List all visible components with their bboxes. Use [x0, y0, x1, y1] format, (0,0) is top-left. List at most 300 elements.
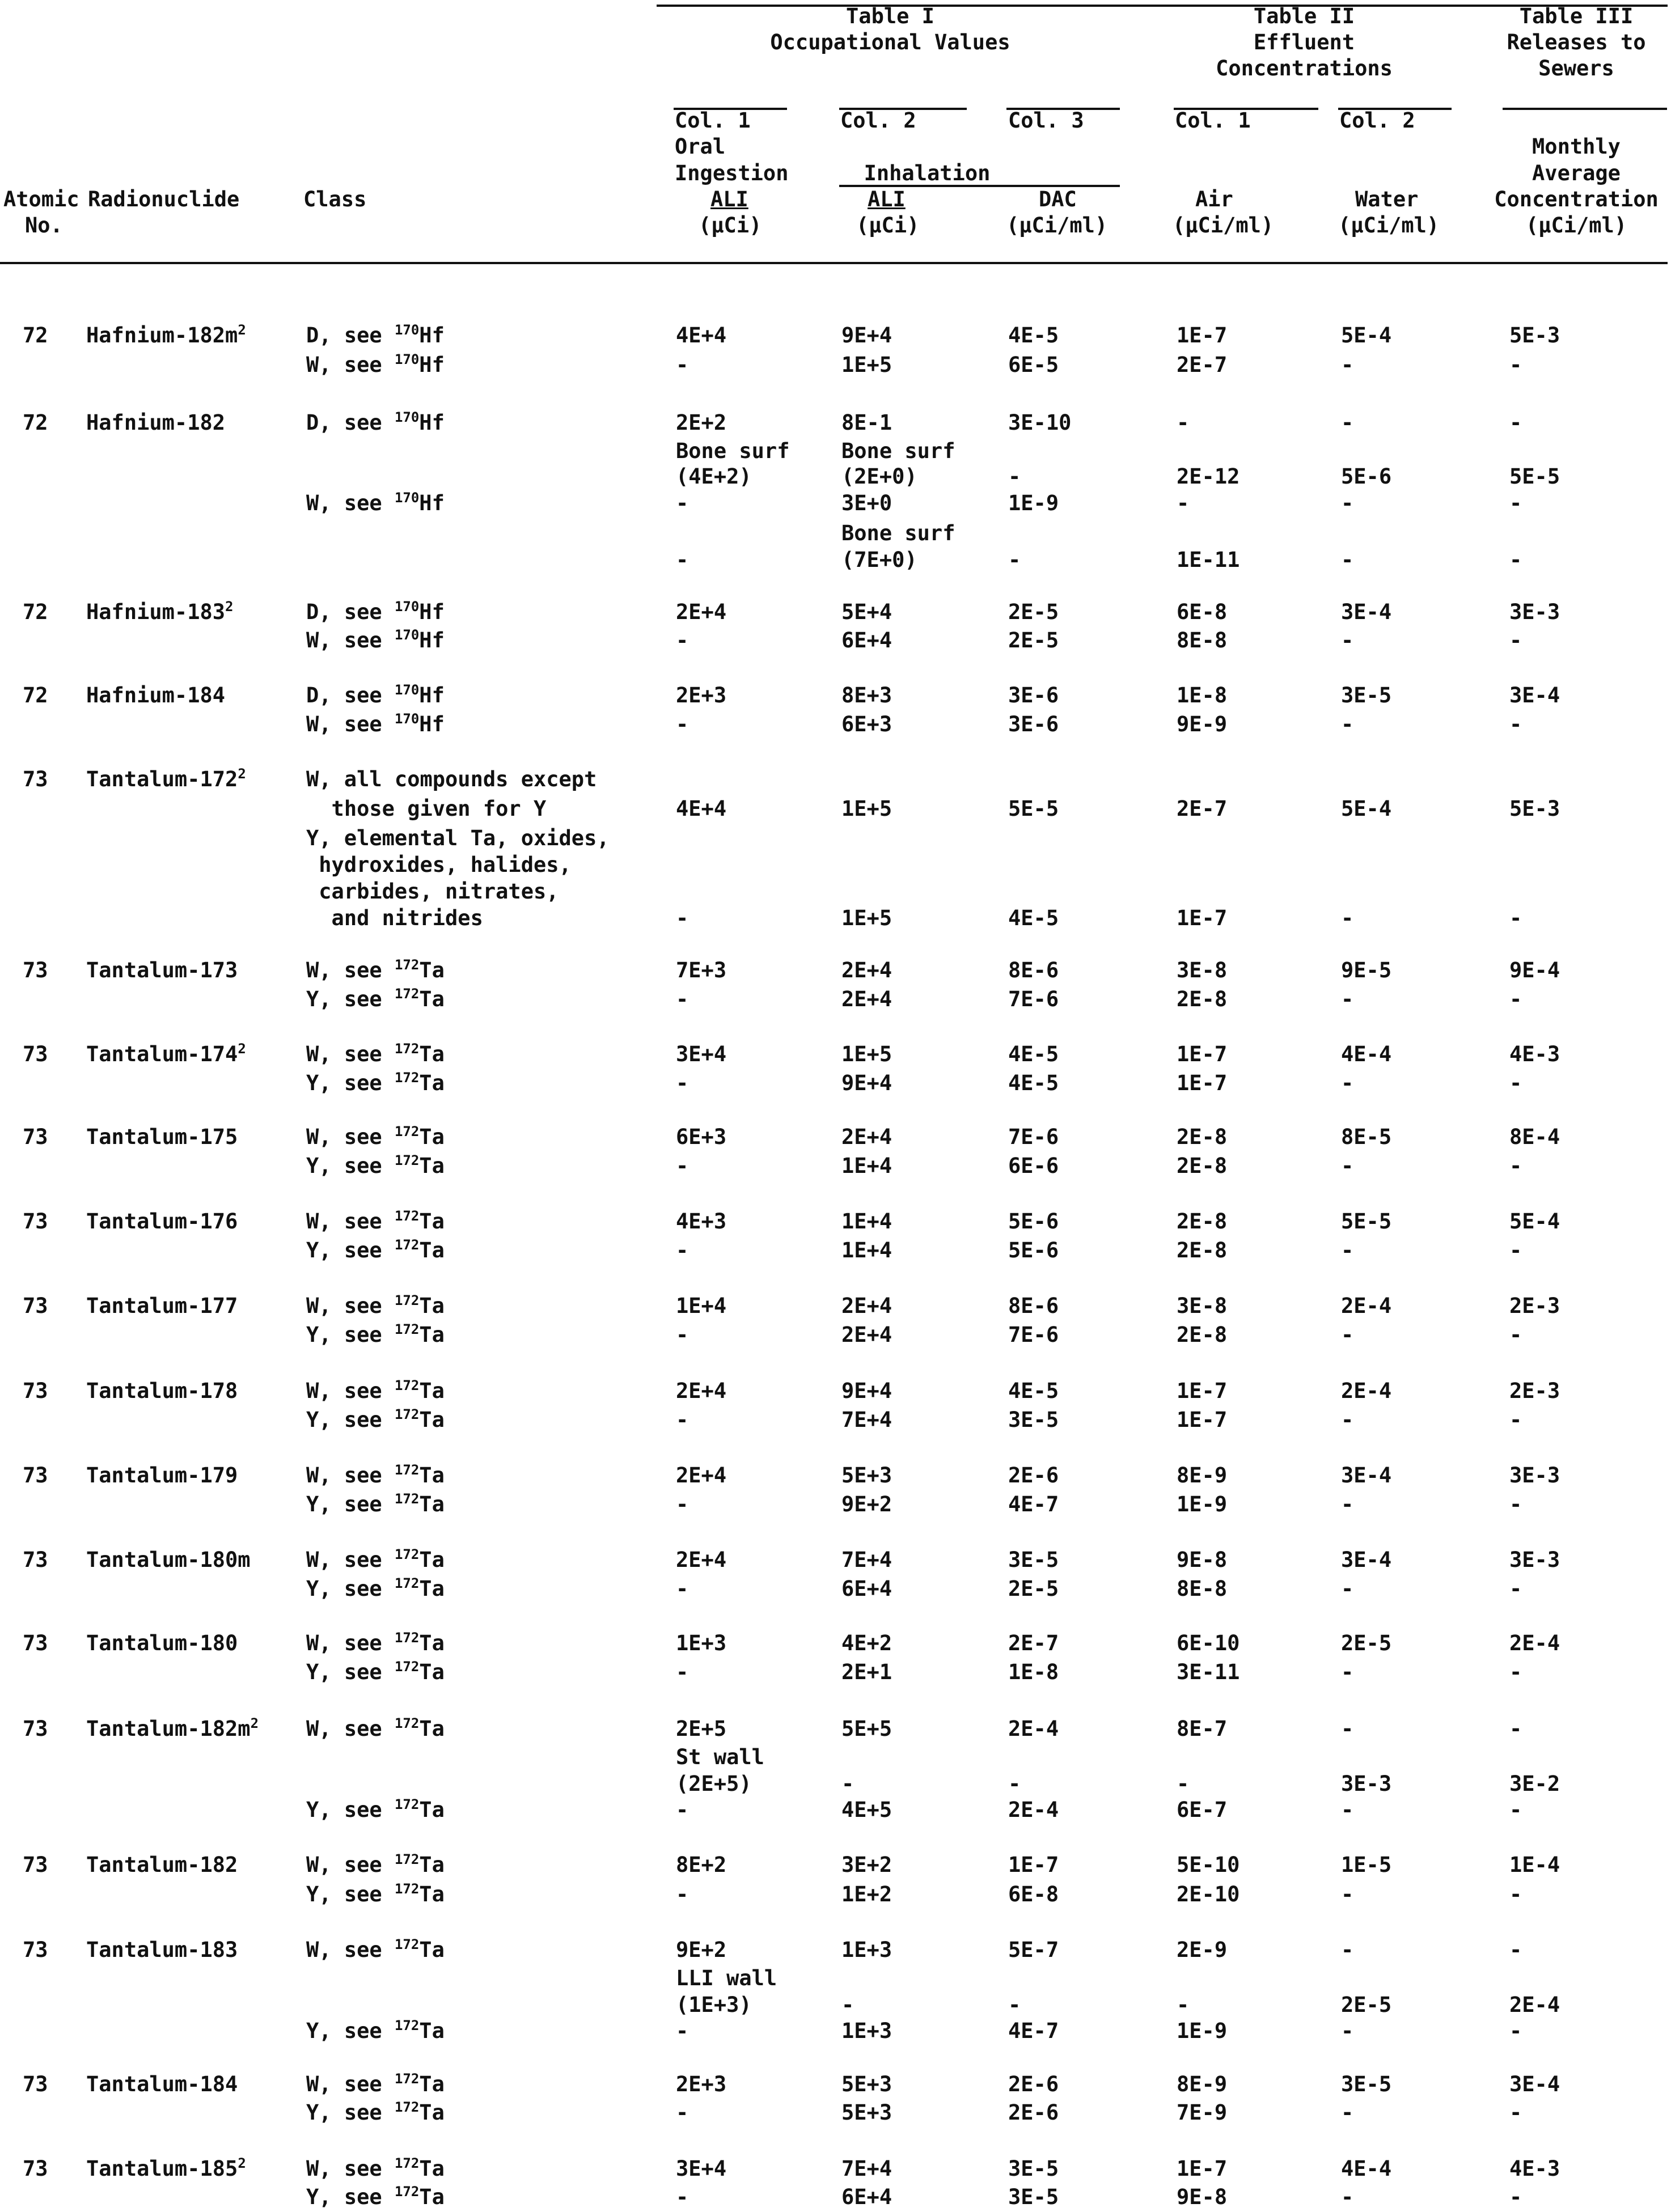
oral-label: Oral	[675, 134, 726, 159]
water-cell: 4E-4	[1341, 1042, 1392, 1066]
air-cell: 9E-8	[1177, 1548, 1228, 1572]
inhalation-ali-cell: 2E+4	[841, 958, 892, 982]
sewer-cell: -	[1509, 987, 1522, 1011]
oral-ali-cell: 1E+4	[676, 1294, 727, 1318]
dac-cell: 5E-6	[1008, 1209, 1059, 1234]
oral-ali-cell: -	[676, 353, 689, 377]
inhalation-ali-cell: 2E+4	[841, 1294, 892, 1318]
ali-inhalation-label: ALI	[868, 187, 906, 211]
class-cell: W, see $^{172}$Ta	[306, 1124, 445, 1149]
class-cell: D, see $^{170}$Hf	[306, 409, 445, 435]
inhalation-ali-cell: 5E+5	[841, 1717, 892, 1741]
table1-subtitle: Occupational Values	[770, 30, 1010, 54]
water-cell: -	[1341, 1323, 1354, 1347]
class-cell: Y, see $^{172}$Ta	[306, 1152, 445, 1178]
inhalation-label: Inhalation	[864, 161, 991, 185]
dac-cell: 4E-7	[1008, 1492, 1059, 1516]
class-cell: W, see $^{172}$Ta	[306, 1041, 445, 1066]
uciml-air-label: (µCi/ml)	[1173, 213, 1274, 238]
sewer-cell: 2E-4	[1509, 1993, 1560, 2017]
col3-label: Col. 3	[1008, 108, 1084, 133]
radionuclide-cell: Tantalum-$174^2$	[86, 1041, 246, 1066]
oral-ali-cell: -	[676, 2019, 689, 2043]
air-cell: 6E-8	[1177, 600, 1228, 624]
oral-ali-cell: (4E+2)	[676, 464, 752, 489]
sewer-cell: -	[1509, 1798, 1522, 1822]
sewer-cell: -	[1509, 628, 1522, 652]
dac-cell: 3E-6	[1008, 683, 1059, 707]
dac-cell: -	[1008, 1993, 1021, 2017]
inhalation-ali-cell: 7E+4	[841, 1548, 892, 1572]
sewer-cell: 3E-3	[1509, 600, 1560, 624]
air-cell: 3E-11	[1177, 1660, 1240, 1684]
water-cell: -	[1341, 491, 1354, 515]
table3-subtitle-1: Releases to	[1507, 30, 1646, 54]
oral-ali-cell: -	[676, 1660, 689, 1684]
class-cell: Y, see $^{172}$Ta	[306, 1659, 445, 1684]
table3-subtitle-2: Sewers	[1538, 56, 1614, 80]
atomic-no-cell: 73	[23, 1938, 48, 1962]
water-cell: 5E-4	[1341, 796, 1392, 821]
dac-cell: 1E-8	[1008, 1660, 1059, 1684]
water-cell: 3E-3	[1341, 1772, 1392, 1796]
water-cell: -	[1341, 1154, 1354, 1178]
uciml-conc-label: (µCi/ml)	[1525, 213, 1627, 238]
water-cell: 5E-6	[1341, 464, 1392, 489]
class-cell: Y, see $^{172}$Ta	[306, 2099, 445, 2125]
oral-ali-cell: 3E+4	[676, 1042, 727, 1066]
oral-ali-cell: 2E+4	[676, 600, 727, 624]
class-cell: Y, see $^{172}$Ta	[306, 1796, 445, 1822]
inhalation-ali-cell: 1E+2	[841, 1882, 892, 1906]
sewer-cell: 1E-4	[1509, 1853, 1560, 1877]
class-cell: W, see $^{170}$Hf	[306, 490, 445, 515]
inhalation-ali-cell: Bone surf	[841, 521, 955, 545]
radionuclide-cell: Tantalum-179	[86, 1463, 238, 1488]
air-cell: -	[1177, 491, 1190, 515]
air-cell: 1E-7	[1177, 1071, 1228, 1095]
water-cell: 2E-4	[1341, 1294, 1392, 1318]
class-cell: W, see $^{170}$Hf	[306, 627, 445, 652]
air-label: Air	[1195, 187, 1233, 211]
radionuclide-cell: Hafnium-182	[86, 410, 226, 435]
t2-col1-label: Col. 1	[1175, 108, 1251, 133]
atomic-no-cell: 72	[23, 410, 48, 435]
sewer-cell: 8E-4	[1509, 1125, 1560, 1149]
inhalation-ali-cell: (2E+0)	[841, 464, 917, 489]
radionuclide-cell: Tantalum-180	[86, 1631, 238, 1655]
inhalation-ali-cell: 6E+4	[841, 2185, 892, 2209]
water-cell: -	[1341, 1882, 1354, 1906]
oral-ali-cell: -	[676, 1408, 689, 1432]
class-cell: W, see $^{172}$Ta	[306, 1630, 445, 1655]
air-cell: 8E-7	[1177, 1717, 1228, 1741]
uciml-dac-label: (µCi/ml)	[1006, 213, 1108, 238]
water-cell: 2E-5	[1341, 1631, 1392, 1655]
oral-ali-cell: 2E+4	[676, 1463, 727, 1488]
sewer-cell: 5E-3	[1509, 323, 1560, 348]
sewer-cell: -	[1509, 1577, 1522, 1601]
dac-cell: 2E-5	[1008, 1577, 1059, 1601]
sewer-cell: 9E-4	[1509, 958, 1560, 982]
water-cell: 5E-5	[1341, 1209, 1392, 1234]
radionuclide-cell: Hafnium-$182m^2$	[86, 322, 246, 348]
oral-ali-cell: 2E+4	[676, 1548, 727, 1572]
air-cell: 2E-12	[1177, 464, 1240, 489]
class-cell: W, see $^{172}$Ta	[306, 1715, 445, 1741]
air-cell: 2E-8	[1177, 1209, 1228, 1234]
class-cell: D, see $^{170}$Hf	[306, 322, 445, 348]
water-cell: 1E-5	[1341, 1853, 1392, 1877]
water-cell: -	[1341, 628, 1354, 652]
air-cell: 1E-11	[1177, 548, 1240, 572]
air-cell: 1E-9	[1177, 1492, 1228, 1516]
sewer-cell: -	[1509, 906, 1522, 930]
sewer-cell: 4E-3	[1509, 2156, 1560, 2181]
class-cell: Y, see $^{172}$Ta	[306, 1237, 445, 1262]
inhalation-ali-cell: 3E+2	[841, 1853, 892, 1877]
water-cell: -	[1341, 1938, 1354, 1962]
oral-ali-cell: -	[676, 712, 689, 736]
dac-cell: 2E-4	[1008, 1717, 1059, 1741]
air-cell: 1E-7	[1177, 1042, 1228, 1066]
air-cell: 1E-7	[1177, 2156, 1228, 2181]
air-cell: 9E-8	[1177, 2185, 1228, 2209]
radionuclide-cell: Tantalum-173	[86, 958, 238, 982]
average-label: Average	[1532, 161, 1621, 185]
class-cell: Y, see $^{172}$Ta	[306, 986, 445, 1011]
oral-ali-cell: Bone surf	[676, 439, 790, 463]
class-cell: Y, see $^{172}$Ta	[306, 2184, 445, 2209]
sewer-cell: 5E-5	[1509, 464, 1560, 489]
class-label: Class	[303, 187, 367, 211]
inhalation-ali-cell: -	[841, 1993, 854, 2017]
class-cell: W, see $^{172}$Ta	[306, 1293, 445, 1318]
air-cell: 2E-8	[1177, 987, 1228, 1011]
inhalation-ali-cell: 2E+4	[841, 1323, 892, 1347]
air-cell: -	[1177, 1772, 1190, 1796]
water-cell: 3E-4	[1341, 600, 1392, 624]
sewer-cell: 3E-4	[1509, 2072, 1560, 2096]
air-cell: 6E-7	[1177, 1798, 1228, 1822]
dac-label: DAC	[1039, 187, 1077, 211]
sewer-cell: -	[1509, 1408, 1522, 1432]
class-cell: Y, see $^{172}$Ta	[306, 2018, 445, 2043]
atomic-no-cell: 73	[23, 1631, 48, 1655]
water-cell: 3E-4	[1341, 1463, 1392, 1488]
sewer-cell: -	[1509, 2100, 1522, 2125]
dac-cell: 8E-6	[1008, 958, 1059, 982]
class-cell: W, see $^{172}$Ta	[306, 2155, 445, 2181]
dac-cell: 6E-5	[1008, 353, 1059, 377]
col2-label: Col. 2	[840, 108, 916, 133]
sewer-cell: 5E-4	[1509, 1209, 1560, 1234]
air-cell: 8E-9	[1177, 1463, 1228, 1488]
dac-cell: -	[1008, 548, 1021, 572]
water-cell: 3E-4	[1341, 1548, 1392, 1572]
inhalation-ali-cell: 1E+5	[841, 1042, 892, 1066]
inhalation-ali-cell: Bone surf	[841, 439, 955, 463]
dac-cell: 4E-5	[1008, 906, 1059, 930]
class-cell: W, see $^{172}$Ta	[306, 2071, 445, 2096]
dac-cell: 7E-6	[1008, 987, 1059, 1011]
col1-label: Col. 1	[675, 108, 751, 133]
water-cell: -	[1341, 2019, 1354, 2043]
t3-rule	[1503, 108, 1667, 110]
oral-ali-cell: -	[676, 906, 689, 930]
class-cell: carbides, nitrates,	[306, 879, 559, 904]
air-cell: -	[1177, 410, 1190, 435]
water-cell: -	[1341, 1071, 1354, 1095]
dac-cell: 2E-5	[1008, 600, 1059, 624]
inhalation-ali-cell: 6E+4	[841, 628, 892, 652]
sewer-cell: -	[1509, 1071, 1522, 1095]
dac-cell: 1E-9	[1008, 491, 1059, 515]
atomic-no-cell: 72	[23, 600, 48, 624]
oral-ali-cell: 2E+2	[676, 410, 727, 435]
oral-ali-cell: 4E+4	[676, 796, 727, 821]
water-cell: -	[1341, 1492, 1354, 1516]
inhalation-ali-cell: 1E+5	[841, 353, 892, 377]
dac-cell: 4E-5	[1008, 1071, 1059, 1095]
inhalation-ali-cell: (7E+0)	[841, 548, 917, 572]
water-cell: -	[1341, 2100, 1354, 2125]
water-cell: 2E-5	[1341, 1993, 1392, 2017]
oral-ali-cell: 2E+3	[676, 2072, 727, 2096]
table2-subtitle-2: Concentrations	[1216, 56, 1393, 80]
radionuclide-cell: Tantalum-183	[86, 1938, 238, 1962]
air-cell: 6E-10	[1177, 1631, 1240, 1655]
inhalation-ali-cell: 5E+3	[841, 2072, 892, 2096]
atomic-no-cell: 73	[23, 1209, 48, 1234]
dac-cell: -	[1008, 464, 1021, 489]
radionuclide-cell: Hafnium-$183^2$	[86, 599, 234, 624]
dac-cell: 5E-6	[1008, 1238, 1059, 1262]
water-cell: -	[1341, 410, 1354, 435]
water-cell: -	[1341, 1238, 1354, 1262]
dac-cell: 7E-6	[1008, 1125, 1059, 1149]
inhalation-ali-cell: 1E+4	[841, 1154, 892, 1178]
sewer-cell: 2E-4	[1509, 1631, 1560, 1655]
dac-cell: 2E-6	[1008, 2100, 1059, 2125]
oral-ali-cell: 8E+2	[676, 1853, 727, 1877]
ingestion-label: Ingestion	[675, 161, 789, 185]
inhalation-ali-cell: 5E+4	[841, 600, 892, 624]
sewer-cell: -	[1509, 410, 1522, 435]
ali-oral-label: ALI	[710, 187, 748, 211]
uci-oral-label: (µCi)	[699, 213, 762, 238]
radionuclide-label: Radionuclide	[88, 187, 240, 211]
water-cell: -	[1341, 353, 1354, 377]
atomic-no-cell: 73	[23, 958, 48, 982]
water-cell: -	[1341, 712, 1354, 736]
dac-cell: 3E-5	[1008, 2156, 1059, 2181]
sewer-cell: -	[1509, 1938, 1522, 1962]
class-cell: W, see $^{170}$Hf	[306, 711, 445, 736]
air-cell: 2E-7	[1177, 353, 1228, 377]
air-cell: 8E-9	[1177, 2072, 1228, 2096]
class-cell: Y, elemental Ta, oxides,	[306, 826, 610, 850]
radionuclide-cell: Tantalum-184	[86, 2072, 238, 2096]
water-cell: 9E-5	[1341, 958, 1392, 982]
class-cell: W, see $^{172}$Ta	[306, 1851, 445, 1877]
class-cell: D, see $^{170}$Hf	[306, 682, 445, 707]
radionuclide-cell: Tantalum-176	[86, 1209, 238, 1234]
dac-cell: 5E-5	[1008, 796, 1059, 821]
class-cell: W, see $^{172}$Ta	[306, 1546, 445, 1572]
radionuclide-cell: Tantalum-177	[86, 1294, 238, 1318]
class-cell: Y, see $^{172}$Ta	[306, 1491, 445, 1516]
sewer-cell: -	[1509, 2185, 1522, 2209]
atomic-no-cell: 73	[23, 1125, 48, 1149]
inhalation-ali-cell: 9E+4	[841, 323, 892, 348]
water-cell: -	[1341, 1408, 1354, 1432]
oral-ali-cell: 2E+4	[676, 1379, 727, 1403]
dac-cell: 2E-4	[1008, 1798, 1059, 1822]
atomic-label: Atomic	[3, 187, 79, 211]
air-cell: 3E-8	[1177, 1294, 1228, 1318]
inhalation-ali-cell: 7E+4	[841, 1408, 892, 1432]
sewer-cell: -	[1509, 1717, 1522, 1741]
atomic-no-cell: 73	[23, 1853, 48, 1877]
water-cell: -	[1341, 1660, 1354, 1684]
water-cell: -	[1341, 906, 1354, 930]
oral-ali-cell: (1E+3)	[676, 1993, 752, 2017]
air-cell: 5E-10	[1177, 1853, 1240, 1877]
atomic-no-cell: 73	[23, 767, 48, 791]
oral-ali-cell: St wall	[676, 1745, 764, 1769]
air-cell: 1E-7	[1177, 906, 1228, 930]
sewer-cell: 3E-2	[1509, 1772, 1560, 1796]
atomic-no-cell: 72	[23, 683, 48, 707]
t2-col2-label: Col. 2	[1339, 108, 1415, 133]
oral-ali-cell: 4E+4	[676, 323, 727, 348]
sewer-cell: -	[1509, 491, 1522, 515]
sewer-cell: -	[1509, 1154, 1522, 1178]
oral-ali-cell: -	[676, 1323, 689, 1347]
inhalation-ali-cell: 8E+3	[841, 683, 892, 707]
water-cell: 8E-5	[1341, 1125, 1392, 1149]
water-cell: 2E-4	[1341, 1379, 1392, 1403]
table2-subtitle-1: Effluent	[1253, 30, 1355, 54]
uciml-water-label: (µCi/ml)	[1338, 213, 1440, 238]
dac-cell: 4E-5	[1008, 1379, 1059, 1403]
dac-cell: 3E-5	[1008, 2185, 1059, 2209]
inhalation-ali-cell: 1E+3	[841, 1938, 892, 1962]
radionuclide-cell: Hafnium-184	[86, 683, 226, 707]
radionuclide-cell: Tantalum-182	[86, 1853, 238, 1877]
dac-cell: 3E-5	[1008, 1548, 1059, 1572]
radionuclide-cell: Tantalum-$185^2$	[86, 2155, 246, 2181]
dac-cell: 2E-7	[1008, 1631, 1059, 1655]
atomic-no-cell: 73	[23, 1463, 48, 1488]
oral-ali-cell: -	[676, 491, 689, 515]
inhalation-ali-cell: 2E+1	[841, 1660, 892, 1684]
oral-ali-cell: -	[676, 1798, 689, 1822]
inhalation-ali-cell: 2E+4	[841, 1125, 892, 1149]
inhalation-ali-cell: -	[841, 1772, 854, 1796]
air-cell: 1E-7	[1177, 1379, 1228, 1403]
class-cell: W, all compounds except	[306, 767, 597, 791]
water-cell: 4E-4	[1341, 2156, 1392, 2181]
atomic-no-cell: 73	[23, 2156, 48, 2181]
inhalation-ali-cell: 7E+4	[841, 2156, 892, 2181]
class-cell: W, see $^{172}$Ta	[306, 1378, 445, 1403]
table2-title: Table II	[1253, 4, 1355, 28]
atomic-no-cell: 73	[23, 1042, 48, 1066]
class-cell: hydroxides, halides,	[306, 853, 572, 877]
table3-title: Table III	[1519, 4, 1634, 28]
water-cell: -	[1341, 2185, 1354, 2209]
inhalation-ali-cell: 6E+4	[841, 1577, 892, 1601]
air-cell: 2E-8	[1177, 1125, 1228, 1149]
air-cell: 1E-7	[1177, 323, 1228, 348]
class-cell: Y, see $^{172}$Ta	[306, 1070, 445, 1095]
inhalation-ali-cell: 4E+5	[841, 1798, 892, 1822]
air-cell: 2E-9	[1177, 1938, 1228, 1962]
inhalation-ali-cell: 5E+3	[841, 1463, 892, 1488]
radionuclide-cell: Tantalum-175	[86, 1125, 238, 1149]
dac-cell: 8E-6	[1008, 1294, 1059, 1318]
atomic-no-label: No.	[25, 213, 63, 238]
dac-cell: 3E-5	[1008, 1408, 1059, 1432]
sewer-cell: -	[1509, 353, 1522, 377]
inhalation-ali-cell: 8E-1	[841, 410, 892, 435]
sewer-cell: -	[1509, 2019, 1522, 2043]
oral-ali-cell: 4E+3	[676, 1209, 727, 1234]
dac-cell: 3E-10	[1008, 410, 1072, 435]
dac-cell: 4E-5	[1008, 323, 1059, 348]
table1-title: Table I	[846, 4, 934, 28]
sewer-cell: -	[1509, 1882, 1522, 1906]
atomic-no-cell: 73	[23, 1379, 48, 1403]
dac-cell: 6E-8	[1008, 1882, 1059, 1906]
air-cell: 2E-10	[1177, 1882, 1240, 1906]
dac-cell: 3E-6	[1008, 712, 1059, 736]
radionuclide-cell: Tantalum-$172^2$	[86, 766, 246, 791]
class-cell: Y, see $^{172}$Ta	[306, 1321, 445, 1347]
concentration-label: Concentration	[1494, 187, 1659, 211]
inhalation-ali-cell: 1E+5	[841, 796, 892, 821]
oral-ali-cell: -	[676, 548, 689, 572]
oral-ali-cell: -	[676, 1071, 689, 1095]
water-cell: -	[1341, 987, 1354, 1011]
atomic-no-cell: 73	[23, 2072, 48, 2096]
dac-cell: 6E-6	[1008, 1154, 1059, 1178]
class-cell: W, see $^{172}$Ta	[306, 1936, 445, 1962]
inhalation-ali-cell: 9E+4	[841, 1071, 892, 1095]
sewer-cell: 5E-3	[1509, 796, 1560, 821]
air-cell: 3E-8	[1177, 958, 1228, 982]
oral-ali-cell: 2E+5	[676, 1717, 727, 1741]
class-cell: Y, see $^{172}$Ta	[306, 1575, 445, 1601]
dac-cell: 4E-7	[1008, 2019, 1059, 2043]
dac-cell: 2E-5	[1008, 628, 1059, 652]
dac-cell: 2E-6	[1008, 1463, 1059, 1488]
atomic-no-cell: 73	[23, 1717, 48, 1741]
inhalation-ali-cell: 1E+4	[841, 1209, 892, 1234]
water-cell: -	[1341, 1717, 1354, 1741]
class-cell: W, see $^{172}$Ta	[306, 1208, 445, 1234]
inhalation-ali-cell: 6E+3	[841, 712, 892, 736]
air-cell: 1E-9	[1177, 2019, 1228, 2043]
sewer-cell: -	[1509, 1323, 1522, 1347]
air-cell: 1E-7	[1177, 1408, 1228, 1432]
oral-ali-cell: (2E+5)	[676, 1772, 752, 1796]
inhalation-ali-cell: 1E+5	[841, 906, 892, 930]
sewer-cell: 3E-4	[1509, 683, 1560, 707]
air-cell: 2E-7	[1177, 796, 1228, 821]
